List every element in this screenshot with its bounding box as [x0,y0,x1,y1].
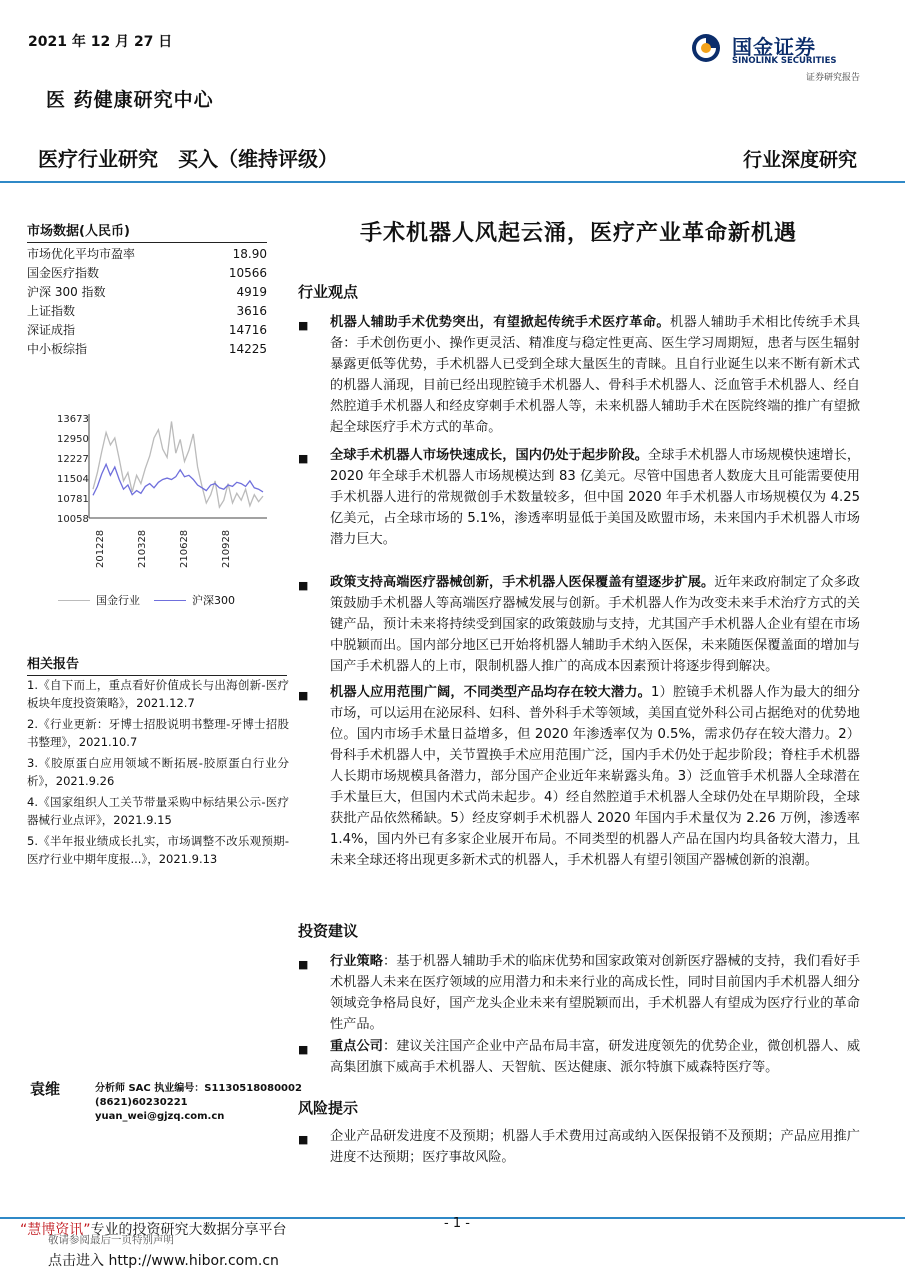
view-paragraph-3 [330,572,860,677]
invest-paragraph-2 [330,1036,860,1078]
view-paragraph-4 [330,682,860,871]
market-row-value: 18.90 [232,247,267,261]
footer-disclaimer: 敬请参阅最后一页特别声明 [48,1234,174,1246]
section-risk: 风险提示 [298,1099,359,1117]
sinolink-logo-icon [690,32,722,64]
index-chart-svg [27,404,272,589]
x-tick-label: 210328 [137,529,148,568]
bullet-icon: ■ [298,1043,309,1056]
invest-1-heading: 行业策略 [330,954,384,969]
market-row-label: 中小板综指 [27,342,88,356]
market-row [27,245,267,264]
chart-legend [58,592,235,608]
bullet-icon: ■ [298,689,309,702]
related-reports-title: 相关报告 [27,653,287,676]
analyst-sac: 分析师 SAC 执业编号：S1130518080002 [95,1083,302,1094]
bullet-icon: ■ [298,452,309,465]
footer-brand-name: “慧博资讯” [20,1222,91,1238]
rating-label: 买入（维持评级） [178,147,338,171]
bullet-icon: ■ [298,319,309,332]
legend-item-hs300 [154,592,235,608]
legend-swatch-hs300 [154,600,186,601]
bullet-icon: ■ [298,579,309,592]
view-3-heading: 政策支持高端医疗器械创新，手术机器人医保覆盖有望逐步扩展。 [330,575,715,590]
logo-chinese: 国金证券 [732,35,816,59]
rating-line [38,143,338,172]
company-logo [690,28,870,88]
view-1-text: 机器人辅助手术相比传统手术具备：手术创伤更小、操作更灵活、精准度与稳定性更高、医生学习周期短，患者与医生辐射暴露更低等优势，手术机器人已受到全球大量医生的青睐。且自行业诞生以来不断有新术式的机器人涌现，目前已经出现腔镜手术机器人、骨科手术机器人、泛血管手术机器人、经自然腔道手术机器人和经皮穿刺手术机器人等，未来机器人辅助手术在医院终端的推广有望掀起全球医疗手术方式的革命。 [330,315,861,435]
related-report-item[interactable]: 4.《国家组织人工关节带量采购中标结果公示-医疗器械行业点评》，2021.9.15 [27,795,289,827]
market-row-label: 深证成指 [27,323,76,337]
market-row-value: 10566 [228,266,267,280]
logo-subtitle: 证券研究报告 [805,73,860,83]
market-row [27,302,267,321]
market-row-label: 沪深 300 指数 [27,285,106,299]
market-row-label: 国金医疗指数 [27,266,100,280]
view-2-text: 全球手术机器人市场规模快速增长，2020 年全球手术机器人市场规模达到 83 亿美元。尽管中国患者人数庞大且可能需要使用手术机器人进行的常规微创手术数量较多，但中国 2020 年手术机器人市场规模仅为 4.25 亿美元，占全球市场的 5.1%，渗透率明显低于美国及欧盟市场，未来国内手术机器人市场潜力巨大。 [330,448,861,547]
y-tick-label: 10058 [57,514,89,525]
market-data-title: 市场数据(人民币) [27,220,267,243]
y-tick-label: 12227 [57,454,89,465]
invest-paragraph-1 [330,951,860,1035]
legend-label-hs300: 沪深300 [192,594,235,607]
market-row [27,321,267,340]
market-row [27,283,267,302]
section-industry-view: 行业观点 [298,283,359,301]
market-row [27,340,267,359]
market-row [27,264,267,283]
y-tick-label: 13673 [57,414,89,425]
report-title: 手术机器人风起云涌，医疗产业革命新机遇 [359,221,797,246]
y-tick-label: 12950 [57,434,89,445]
footer-tagline: 专业的投资研究大数据分享平台 [90,1222,287,1238]
view-paragraph-2 [330,445,860,550]
view-1-heading: 机器人辅助手术优势突出，有望掀起传统手术医疗革命。 [330,315,671,330]
invest-1-text: ：基于机器人辅助手术的临床优势和国家政策对创新医疗器械的支持，我们看好手术机器人未来在医疗领域的应用潜力和未来行业的高成长性，同时目前国内手术机器人细分领域竞争格局良好，国产龙头企业未来有望脱颖而出，手术机器人有望成为医疗行业的革命性产品。 [330,954,861,1032]
view-3-text: 近年来政府制定了众多政策鼓励手术机器人等高端医疗器械发展与创新。手术机器人作为改变未来手术治疗方式的关键产品，预计未来将持续受到国家的政策鼓励与支持，尤其国产手术机器人企业有望在市场中脱颖而出。国内部分地区已开始将机器人辅助手术纳入医保，未来随医保覆盖面的增加与国产手术机器人的上市，限制机器人推广的高成本因素预计将逐步得到解决。 [330,575,860,674]
series-line-industry [93,421,263,507]
market-row-value: 14225 [228,342,267,356]
market-data-panel [27,220,267,359]
x-tick-label: 210928 [221,529,232,568]
x-tick-label: 201228 [95,529,106,568]
market-row-label: 上证指数 [27,304,76,318]
x-tick-label: 210628 [179,529,190,568]
related-report-item[interactable]: 5.《半年报业绩成长扎实，市场调整不改乐观预期-医疗行业中期年度报...》，2021.9.13 [27,834,289,866]
y-tick-label: 10781 [57,494,89,505]
view-paragraph-1 [330,312,860,438]
view-4-text: 1）腔镜手术机器人作为最大的细分市场，可以运用在泌尿科、妇科、普外科手术等领域，美国直觉外科公司占据绝对的优势地位。国内市场手术量日益增多，但 2020 年渗透率仅为 0.5%，需求仍存在较大潜力。2）骨科手术机器人中，关节置换手术应用范围广泛，国内手术仍处于起步阶段；脊柱手术机器人长期市场规模具备潜力，部分国产企业近年来崭露头角。3）泛血管手术机器人全球潜在手术量巨大，但国内术式尚未起步。4）经自然腔道手术机器人全球仍处在早期阶段，全球获批产品依然稀缺。5）经皮穿刺手术机器人 2020 年国内手术量仅为 2.26 万例，渗透率 1.4%，国内外已有多家企业展开布局。不同类型的机器人产品在国内均具备较大潜力，且未来全球还将出现更多新术式的机器人，手术机器人有望引领国产器械创新的浪潮。 [330,685,861,868]
analyst-info [95,1082,302,1124]
invest-2-heading: 重点公司 [330,1039,384,1054]
report-type: 行业深度研究 [742,149,857,171]
analyst-email[interactable]: yuan_wei@gjzq.com.cn [95,1111,225,1122]
related-report-item[interactable]: 3.《胶原蛋白应用领域不断拓展-胶原蛋白行业分析》，2021.9.26 [27,756,289,788]
legend-swatch-industry [58,600,90,601]
market-row-value: 3616 [236,304,267,318]
index-chart [27,404,272,604]
market-row-value: 4919 [236,285,267,299]
footer-link[interactable]: 点击进入 http://www.hibor.com.cn [48,1253,279,1269]
bullet-icon: ■ [298,958,309,971]
related-reports-list [27,676,289,871]
logo-english: SINOLINK SECURITIES [732,56,837,66]
research-center: 医 药健康研究中心 [46,89,214,111]
bullet-icon: ■ [298,1133,309,1146]
report-date: 2021 年 12 月 27 日 [28,34,173,50]
analyst-name: 袁维 [30,1080,61,1098]
view-4-heading: 机器人应用范围广阔，不同类型产品均存在较大潜力。 [330,685,651,700]
header-divider [0,181,905,183]
view-2-heading: 全球手术机器人市场快速成长，国内仍处于起步阶段。 [330,448,649,463]
risk-paragraph: 企业产品研发进度不及预期；机器人手术费用过高或纳入医保报销不及预期；产品应用推广进度不达预期；医疗事故风险。 [330,1129,860,1165]
y-tick-label: 11504 [57,474,89,485]
analyst-phone: (8621)60230221 [95,1097,188,1108]
invest-2-text: ：建议关注国产企业中产品布局丰富，研发进度领先的优势企业，微创机器人、威高集团旗下威高手术机器人、天智航、医达健康、派尔特旗下威森特医疗等。 [330,1039,861,1075]
legend-item-industry [58,592,140,608]
industry-label: 医疗行业研究 [38,147,158,171]
related-report-item[interactable]: 2.《行业更新：牙博士招股说明书整理-牙博士招股书整理》，2021.10.7 [27,717,289,749]
market-row-value: 14716 [228,323,267,337]
section-investment: 投资建议 [298,922,359,940]
legend-label-industry: 国金行业 [96,594,140,607]
market-row-label: 市场优化平均市盈率 [27,247,136,261]
series-line-hs300 [93,464,263,495]
related-report-item[interactable]: 1.《自下而上，重点看好价值成长与出海创新-医疗板块年度投资策略》，2021.12.7 [27,678,289,710]
page-number: - 1 - [444,1216,470,1231]
